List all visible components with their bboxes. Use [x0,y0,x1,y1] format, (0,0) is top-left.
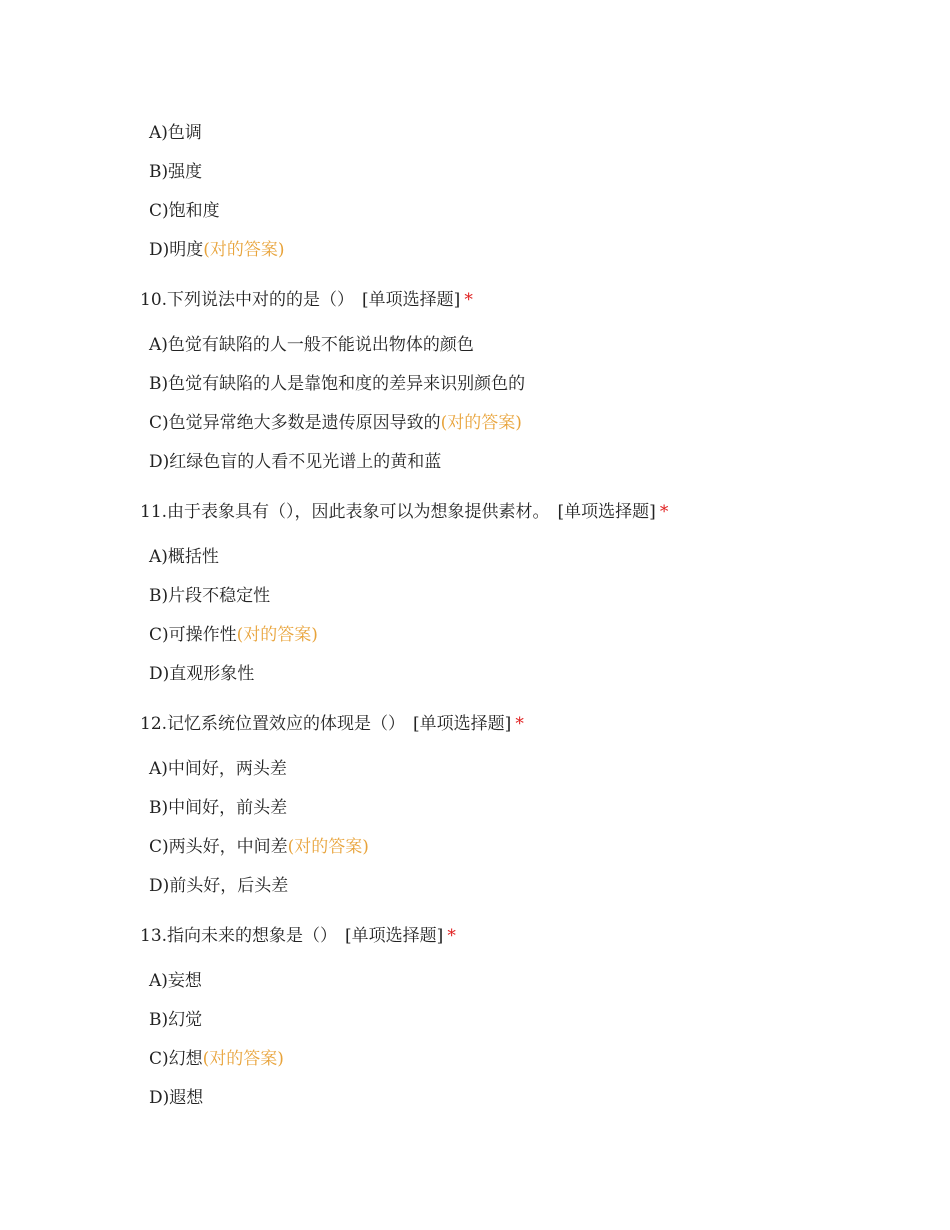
correct-answer-mark: (对的答案) [440,413,522,433]
question-11 [140,486,900,694]
option-b: B)强度 [149,162,203,182]
required-star: * [659,502,669,522]
question-12 [140,698,900,906]
correct-answer-mark: (对的答案) [202,1049,284,1069]
question-type: [单项选择题] [345,926,444,946]
question-type: [单项选择题] [413,714,512,734]
correct-answer-mark: (对的答案) [287,837,369,857]
quiz-content [140,114,900,1118]
correct-answer-mark: (对的答案) [236,625,318,645]
option-c: C)饱和度 [149,201,220,221]
option-b: B)色觉有缺陷的人是靠饱和度的差异来识别颜色的 [149,374,526,394]
question-type: [单项选择题] [362,290,461,310]
question-title: 11.由于表象具有（），因此表象可以为想象提供素材。 [单项选择题] * [140,502,669,522]
question-10 [140,274,900,482]
option-a: A)中间好，两头差 [149,759,287,779]
question-title: 12.记忆系统位置效应的体现是（） [单项选择题] * [140,714,524,734]
option-d: D)前头好，后头差 [149,876,289,896]
option-a: A)概括性 [149,547,219,567]
option-c: C)幻想(对的答案) [149,1049,284,1069]
question-13 [140,910,900,1118]
option-a: A)色觉有缺陷的人一般不能说出物体的颜色 [149,335,474,355]
option-d: D)明度(对的答案) [149,240,285,260]
option-d: D)遐想 [149,1088,204,1108]
required-star: * [515,714,524,734]
option-d: D)红绿色盲的人看不见光谱上的黄和蓝 [149,452,442,472]
required-star: * [447,926,456,946]
option-d: D)直观形象性 [149,664,255,684]
correct-answer-mark: (对的答案) [203,240,285,260]
option-b: B)中间好，前头差 [149,798,288,818]
option-c: C)两头好，中间差(对的答案) [149,837,369,857]
required-star: * [464,290,473,310]
question-title: 10.下列说法中对的的是（） [单项选择题] * [140,290,473,310]
question-title: 13.指向未来的想象是（） [单项选择题] * [140,926,456,946]
option-b: B)幻觉 [149,1010,203,1030]
question-9-options [140,114,900,270]
option-a: A)色调 [149,123,202,143]
option-b: B)片段不稳定性 [149,586,271,606]
option-c: C)色觉异常绝大多数是遗传原因导致的(对的答案) [149,413,522,433]
option-c: C)可操作性(对的答案) [149,625,318,645]
option-a: A)妄想 [149,971,202,991]
question-type: [单项选择题] [557,502,656,522]
